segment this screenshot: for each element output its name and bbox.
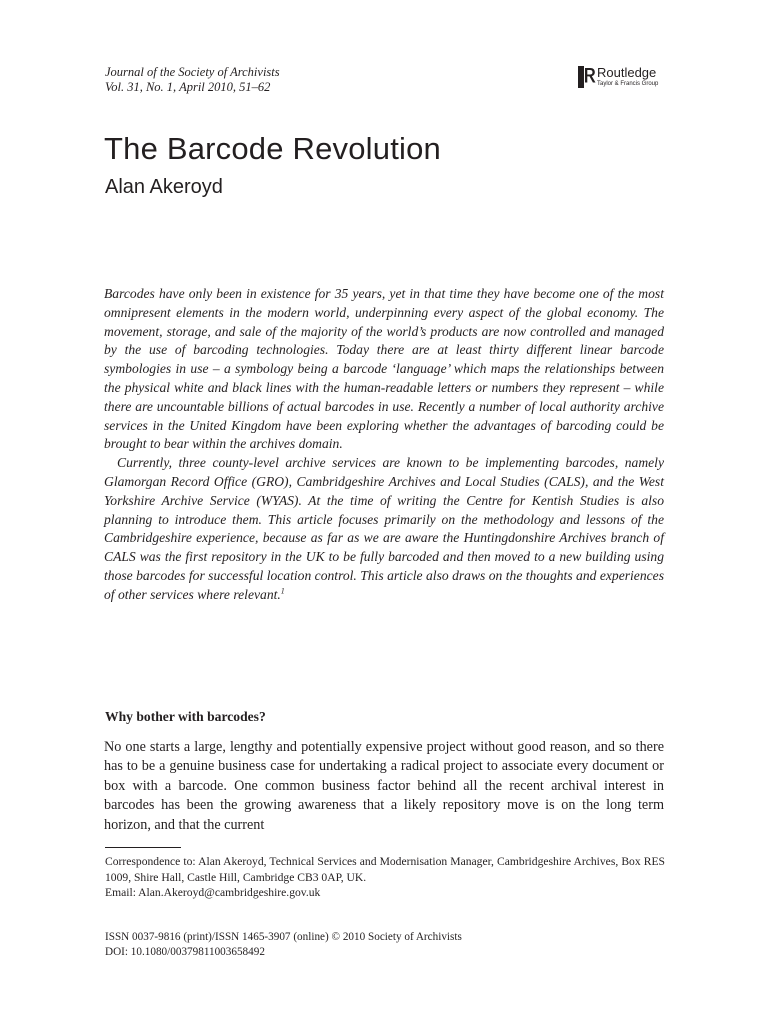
abstract-paragraph: [104, 454, 664, 604]
footnote-divider: [105, 847, 181, 848]
journal-name: Journal of the Society of Archivists: [105, 65, 280, 79]
journal-header: [105, 65, 280, 95]
abstract-paragraph-text: Currently, three county-level archive services are known to be implementing barcodes, namely Glamorgan Record Office (GRO), Cambridgeshire Archives and Local Studies (CALS), and the West Yorkshire Archive Service (WYAS). At the time of writing the Centre for Kentish Studies is also planning to introduce them. This article focuses primarily on the methodology and lessons of the Cambridgeshire experience, because as far as we are aware the Huntingdonshire Archives branch of CALS was the first repository in the UK to be fully barcoded and then moved to a new building using those barcodes for successful location control. This article also draws on the thoughts and experiences of other services where relevant.: [104, 455, 664, 602]
article-author: Alan Akeroyd: [105, 176, 223, 198]
section-body: No one starts a large, lengthy and potentially expensive project without good reason, and so there has to be a genuine business case for undertaking a radical project to associate every document or box with a barcode. One common business factor behind all the recent archival interest in barcodes has been the growing awareness that a likely repository move is on the long term horizon, and that the current: [104, 739, 664, 833]
correspondence-note: [105, 854, 665, 901]
abstract-paragraph: Barcodes have only been in existence for 35 years, yet in that time they have become one of the most omnipresent elements in the modern world, underpinning every aspect of the global economy. The movement, storage, and sale of the majority of the world’s products are now controlled and managed by the use of barcoding technologies. Today there are at least thirty different linear barcode symbologies in use – a symbology being a barcode ‘language’ which maps the relationships between the physical white and black lines with the human-readable letters or numbers they represent – while there are uncountable billions of actual barcodes in use. Recently a number of local authority archive services in the United Kingdom have been exploring whether the advantages of barcoding could be brought to bear within the archives domain.: [104, 286, 664, 452]
publication-info: [105, 930, 665, 961]
footnote-marker: 1: [280, 586, 285, 596]
section-heading: Why bother with barcodes?: [105, 709, 266, 724]
publisher-logo: [578, 64, 668, 94]
correspondence-address: Correspondence to: Alan Akeroyd, Technical Services and Modernisation Manager, Cambridgeshire Archives, Box RES 1009, Shire Hall, Castle Hill, Cambridge CB3 0AP, UK.: [105, 855, 665, 884]
publisher-group: Taylor & Francis Group: [597, 81, 659, 87]
issn-line: ISSN 0037-9816 (print)/ISSN 1465-3907 (online) © 2010 Society of Archivists: [105, 931, 462, 943]
correspondence-email: Email: Alan.Akeroyd@cambridgeshire.gov.uk: [105, 886, 321, 900]
routledge-logo-icon: [578, 66, 596, 88]
abstract: [104, 285, 664, 605]
publisher-name: Routledge: [597, 65, 657, 80]
journal-volume: Vol. 31, No. 1, April 2010, 51–62: [105, 80, 271, 94]
article-title: The Barcode Revolution: [104, 131, 441, 166]
doi-line: DOI: 10.1080/00379811003658492: [105, 946, 265, 959]
